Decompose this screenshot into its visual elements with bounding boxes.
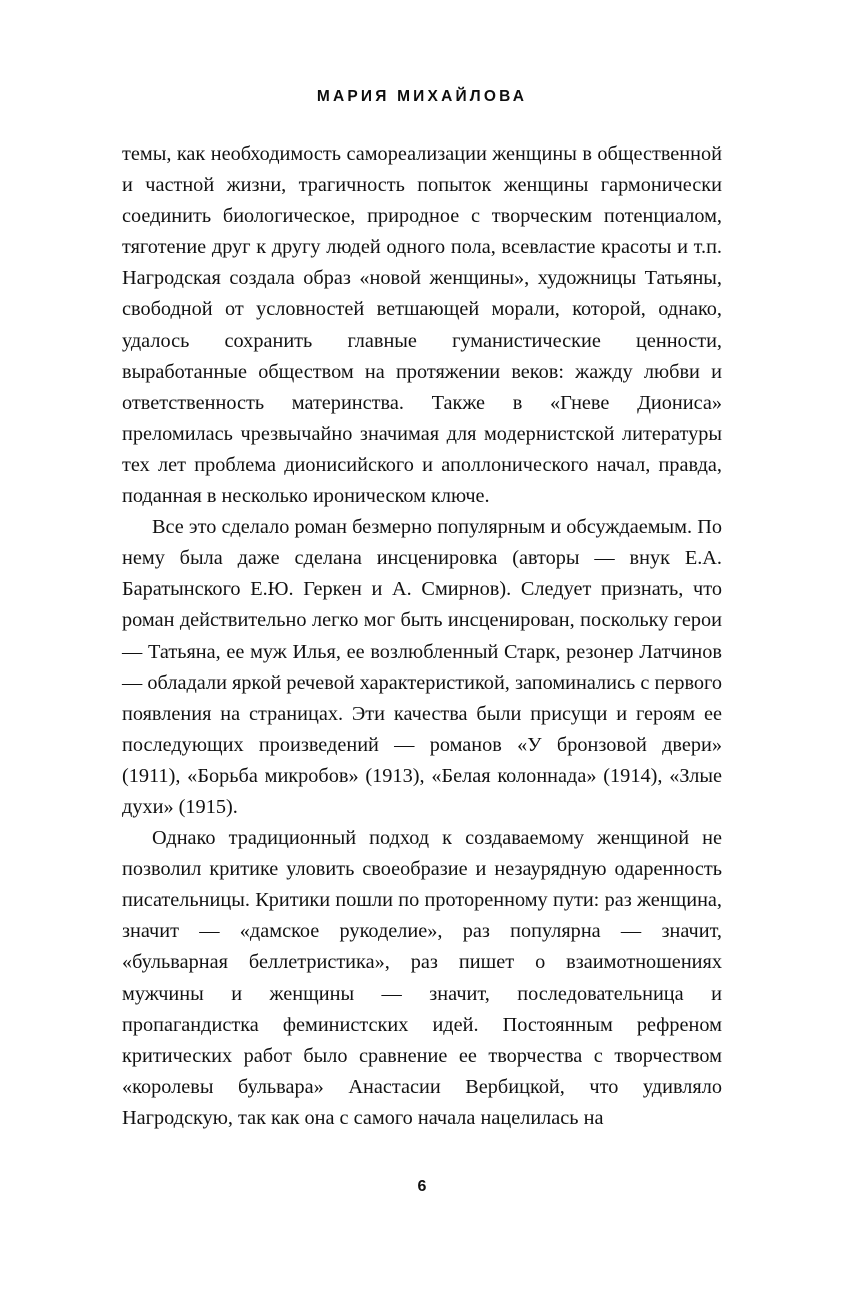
page-body-text [122, 139, 722, 1134]
running-head-author: МАРИЯ МИХАЙЛОВА [316, 88, 528, 105]
page-number: 6 [417, 1178, 427, 1195]
paragraph: Однако традиционный подход к создаваемому женщиной не позволил критике уловить своеобразие и незаурядную одаренность писательницы. Критики пошли по проторенному пути: раз женщина, значит — «дамское рукоделие», раз популярна — значит, «бульварная беллетристика», раз пишет о взаимотношениях мужчины и женщины — значит, последовательница и пропагандистка феминистских идей. Постоянным рефреном критических работ было сравнение ее творчества с творчеством «королевы бульвара» Анастасии Вербицкой, что удивляло Нагродскую, так как она с самого начала нацелилась на [122, 827, 722, 1129]
paragraph: темы, как необходимость самореализации женщины в общественной и частной жизни, трагичность попыток женщины гармонически соединить биологическое, природное с творческим потенциалом, тяготение друг к другу людей одного пола, всевластие красоты и т.п. Нагродская создала образ «новой женщины», художницы Татьяны, свободной от условностей ветшающей морали, которой, однако, удалось сохранить главные гуманистические ценности, выработанные обществом на протяжении веков: жажду любви и ответственность материнства. Также в «Гневе Диониса» преломилась чрезвычайно значимая для модернистской литературы тех лет проблема дионисийского и аполлонического начал, правда, поданная в несколько ироническом ключе. [122, 143, 722, 508]
paragraph: Все это сделало роман безмерно популярным и обсуждаемым. По нему была даже сделана инсценировка (авторы — внук Е.А. Баратынского Е.Ю. Геркен и А. Смирнов). Следует признать, что роман действительно легко мог быть инсценирован, поскольку герои — Татьяна, ее муж Илья, ее возлюбленный Старк, резонер Латчинов — обладали яркой речевой характеристикой, запоминались с первого появления на страницах. Эти качества были присущи и героям ее последующих произведений — романов «У бронзовой двери» (1911), «Борьба микробов» (1913), «Белая колоннада» (1914), «Злые духи» (1915). [122, 516, 722, 818]
